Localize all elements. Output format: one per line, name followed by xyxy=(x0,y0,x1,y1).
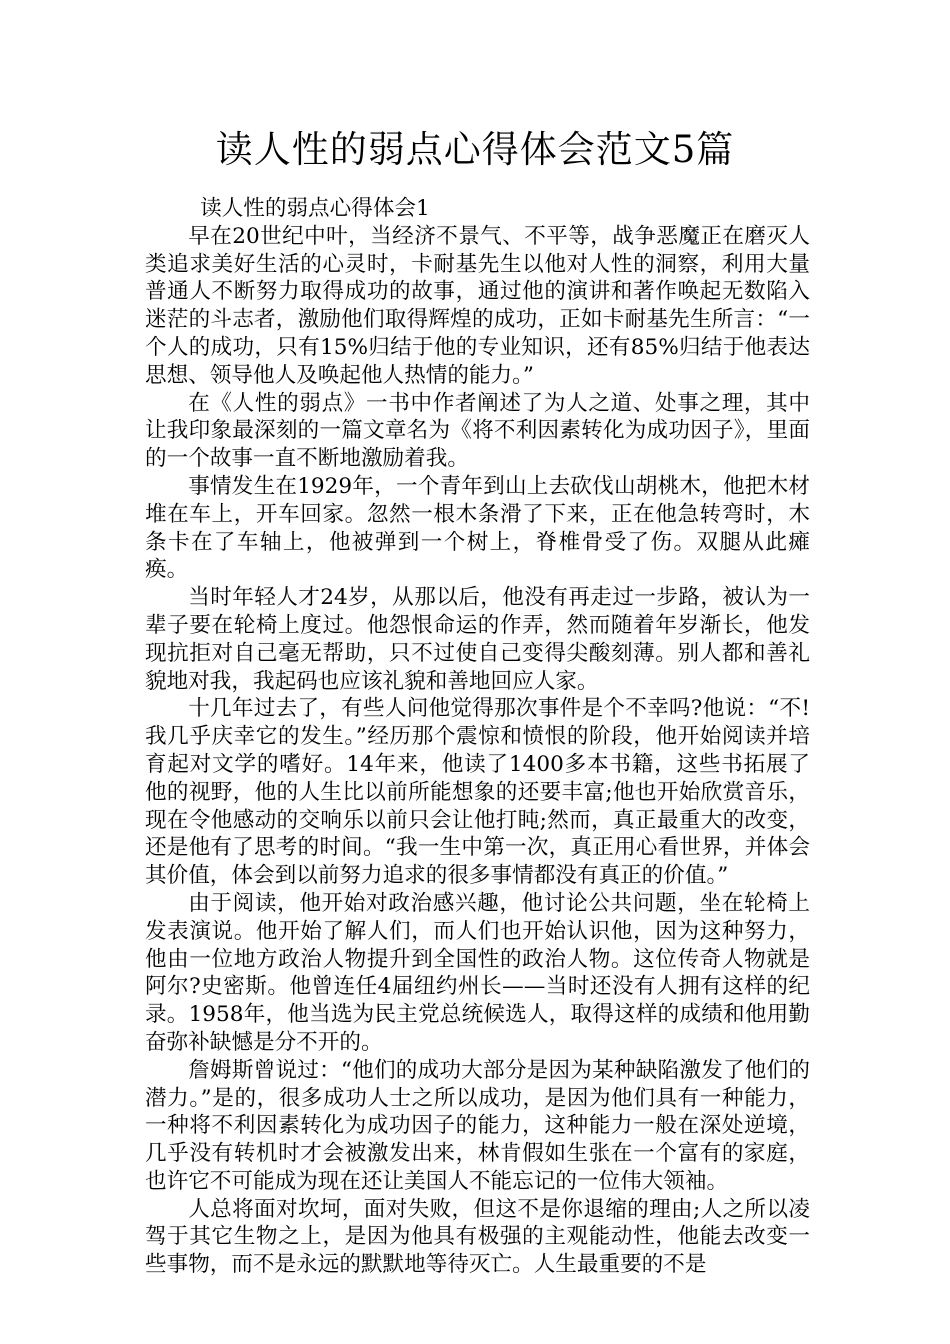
paragraph: 当时年轻人才24岁，从那以后，他没有再走过一步路，被认为一辈子要在轮椅上度过。他怨恨命运的作弄，然而随着年岁渐长，他发现抗拒对自己毫无帮助，只不过使自己变得尖酸刻薄。别人都和善礼貌地对我，我起码也应该礼貌和善地回应人家。 xyxy=(145,585,810,694)
section-heading: 读人性的弱点心得体会1 xyxy=(200,196,430,221)
paragraph: 在《人性的弱点》一书中作者阐述了为人之道、处事之理，其中让我印象最深刻的一篇文章名为《将不利因素转化为成功因子》，里面的一个故事一直不断地激励着我。 xyxy=(145,390,810,472)
paragraph: 人总将面对坎坷，面对失败，但这不是你退缩的理由;人之所以凌驾于其它生物之上，是因为他具有极强的主观能动性，他能去改变一些事物，而不是永远的默默地等待灭亡。人生最重要的不是 xyxy=(145,1196,810,1278)
document-title: 读人性的弱点心得体会范文5篇 xyxy=(215,128,735,171)
paragraph: 詹姆斯曾说过：“他们的成功大部分是因为某种缺陷激发了他们的潜力。”是的，很多成功人士之所以成功，是因为他们具有一种能力，一种将不利因素转化为成功因子的能力，这种能力一般在深处逆境，几乎没有转机时才会被激发出来，林肯假如生张在一个富有的家庭，也许它不可能成为现在还让美国人不能忘记的一位伟大领袖。 xyxy=(145,1057,810,1194)
paragraph: 十几年过去了，有些人问他觉得那次事件是个不幸吗?他说：“不!我几乎庆幸它的发生。”经历那个震惊和愤恨的阶段，他开始阅读并培育起对文学的嗜好。14年来，他读了1400多本书籍，这些书拓展了他的视野，他的人生比以前所能想象的还要丰富;他也开始欣赏音乐，现在令他感动的交响乐以前只会让他打盹;然而，真正最重大的改变，还是他有了思考的时间。“我一生中第一次，真正用心看世界，并体会其价值，体会到以前努力追求的很多事情都没有真正的价值。” xyxy=(145,696,810,889)
paragraph: 由于阅读，他开始对政治感兴趣，他讨论公共问题，坐在轮椅上发表演说。他开始了解人们，而人们也开始认识他，因为这种努力，他由一位地方政治人物提升到全国性的政治人物。这位传奇人物就是阿尔?史密斯。他曾连任4届纽约州长——当时还没有人拥有这样的纪录。1958年，他当选为民主党总统候选人，取得这样的成绩和他用勤奋弥补缺憾是分不开的。 xyxy=(145,890,810,1055)
paragraph: 早在20世纪中叶，当经济不景气、不平等，战争恶魔正在磨灭人类追求美好生活的心灵时，卡耐基先生以他对人性的洞察，利用大量普通人不断努力取得成功的故事，通过他的演讲和著作唤起无数陷入迷茫的斗志者，激励他们取得辉煌的成功，正如卡耐基先生所言：“一个人的成功，只有15%归结于他的专业知识，还有85%归结于他表达思想、领导他人及唤起他人热情的能力。” xyxy=(145,223,810,388)
document-body xyxy=(145,195,810,1279)
paragraph: 事情发生在1929年，一个青年到山上去砍伐山胡桃木，他把木材堆在车上，开车回家。忽然一根木条滑了下来，正在他急转弯时，木条卡在了车轴上，他被弹到一个树上，脊椎骨受了伤。双腿从此瘫痪。 xyxy=(145,473,810,583)
